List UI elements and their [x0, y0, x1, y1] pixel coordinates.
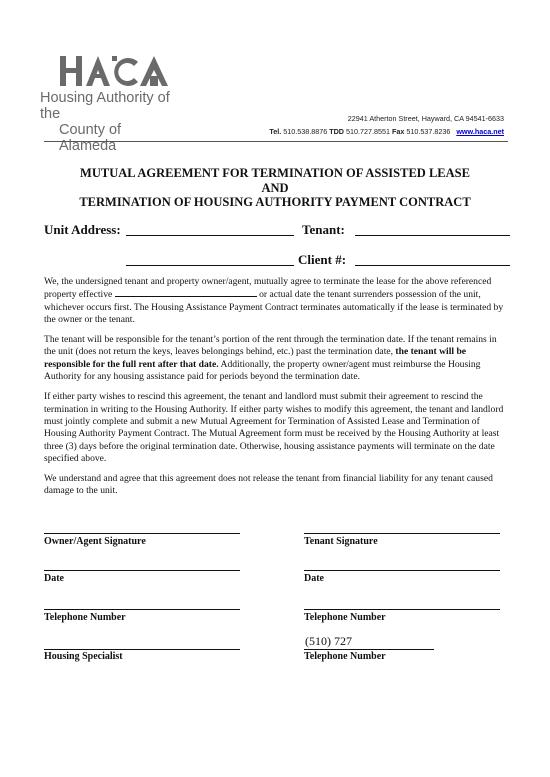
paragraph-4: We understand and agree that this agreement does not release the tenant from financial liability for any tenant caused damage to the unit.: [44, 473, 493, 497]
tenant-phone-line[interactable]: [304, 609, 500, 610]
title-line2: AND: [261, 180, 289, 195]
tel-number: 510.538.8876: [283, 127, 328, 136]
client-number-line[interactable]: [355, 265, 510, 266]
phone-line: [269, 125, 504, 138]
tenant-date-label: Date: [304, 573, 324, 584]
owner-signature-label: Owner/Agent Signature: [44, 536, 146, 547]
agreement-body: [44, 276, 509, 506]
logo-text: [40, 90, 175, 154]
specialist-phone-prefix: (510) 727: [305, 634, 352, 648]
fax-label: Fax: [391, 127, 405, 136]
unit-address-line[interactable]: [126, 235, 294, 236]
owner-date-label: Date: [44, 573, 64, 584]
p1-text-a: We, the undersigned tenant and property owner/agent, mutually agree to terminate the lease for the above referenced property effective: [44, 276, 492, 301]
specialist-line[interactable]: [44, 649, 240, 650]
unit-address-line-2[interactable]: [126, 265, 294, 266]
header-rule: [44, 141, 508, 142]
logo-line2: County of Alameda: [59, 122, 122, 154]
p2-text-c: Additionally, the property owner/agent must reimburse the Housing Authority for any housing assistance paid for periods beyond the termination date.: [44, 358, 481, 383]
tdd-label: TDD: [329, 127, 344, 136]
owner-date-line[interactable]: [44, 570, 240, 571]
fax-number: 510.537.8236: [406, 127, 451, 136]
tenant-line[interactable]: [355, 235, 510, 236]
owner-phone-line[interactable]: [44, 609, 240, 610]
specialist-phone-label: Telephone Number: [304, 651, 386, 662]
p2-text-bold: the tenant will be responsible for the full rent after that date.: [44, 346, 467, 370]
tenant-label: Tenant:: [302, 222, 345, 237]
tenant-signature-line[interactable]: [304, 533, 500, 534]
tel-label: Tel.: [269, 127, 282, 136]
tenant-date-line[interactable]: [304, 570, 500, 571]
haca-logo-mark: [60, 52, 170, 90]
tenant-phone-label: Telephone Number: [304, 612, 386, 623]
logo-line1: Housing Authority of the: [40, 90, 170, 122]
title-line1: MUTUAL AGREEMENT FOR TERMINATION OF ASSISTED LEASE: [80, 166, 470, 180]
form-title: [0, 166, 550, 210]
specialist-phone-line[interactable]: [304, 649, 434, 650]
owner-signature-line[interactable]: [44, 533, 240, 534]
paragraph-2: [44, 334, 509, 383]
website-link[interactable]: www.haca.net: [456, 127, 504, 136]
paragraph-1: [44, 276, 509, 326]
tenant-signature-label: Tenant Signature: [304, 536, 378, 547]
p2-text-a: The tenant will be responsible for the tenant’s portion of the rent through the termination date. If the tenant remains in the unit (does not return the keys, leaves belongings behind, etc.) past the termination date,: [44, 334, 497, 358]
housing-specialist-label: Housing Specialist: [44, 651, 123, 662]
p1-text-b: or actual date the tenant surrenders possession of the unit, whichever occurs first. The Housing Assistance Payment Contract terminates automatically if the lease is terminated by the owner or the tenant.: [44, 289, 504, 325]
address-line: 22941 Atherton Street, Hayward, CA 94541-6633: [347, 114, 504, 123]
effective-date-blank[interactable]: [115, 288, 257, 297]
title-line3: TERMINATION OF HOUSING AUTHORITY PAYMENT CONTRACT: [79, 195, 471, 209]
unit-address-label: Unit Address:: [44, 222, 121, 237]
tdd-number: 510.727.8551: [346, 127, 390, 136]
contact-block: [269, 112, 504, 138]
owner-phone-label: Telephone Number: [44, 612, 126, 623]
client-number-label: Client #:: [298, 252, 347, 267]
paragraph-3: If either party wishes to rescind this agreement, the tenant and landlord must submit their agreement to rescind the termination in writing to the Housing Authority. If either party wishes to modify this agreement, the tenant and landlord must jointly complete and submit a new Mutual Agreement for Termination of Assisted Lease and Termination of Housing Authority Payment Contract. The Mutual Agreement form must be received by the Housing Authority at least three (3) days before the original termination date. Otherwise, housing assistance payments will terminate on the date specified above.: [44, 391, 504, 464]
